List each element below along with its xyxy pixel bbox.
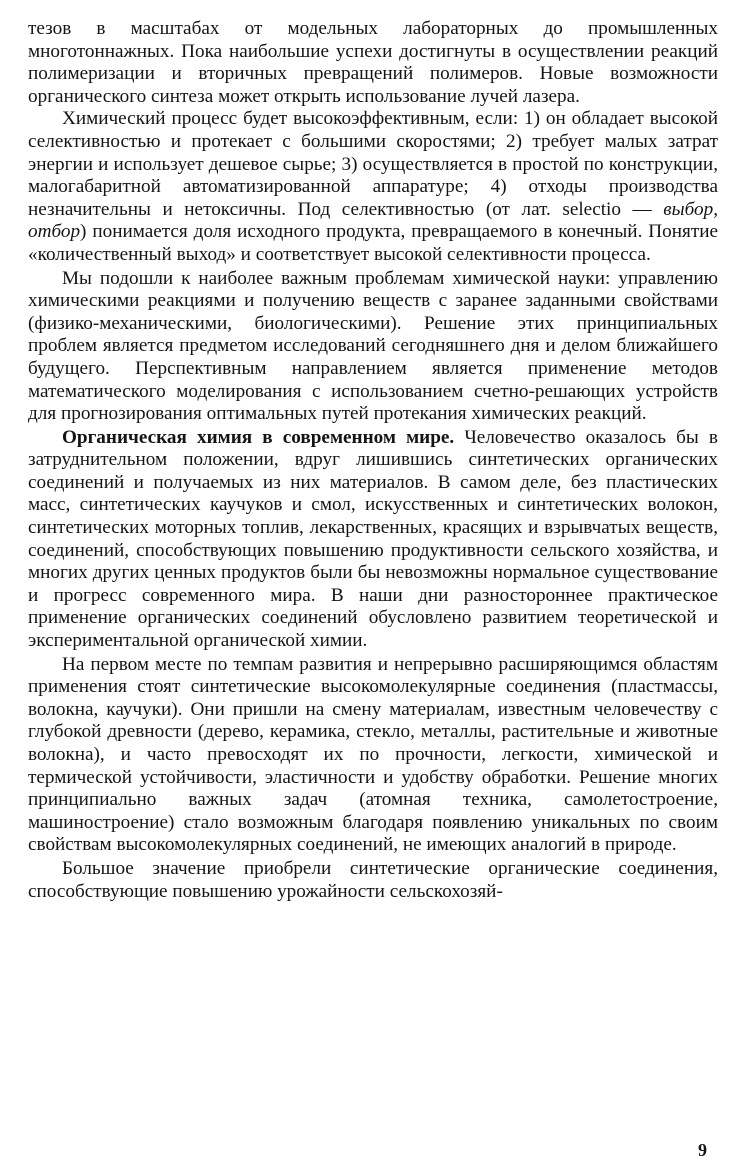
- paragraph-1-text: тезов в масштабах от модельных лабораторных до промышленных многотоннажных. Пока наибольшие успехи достигнуты в осуществлении реакций полимеризации и вторичных превращений полимеров. Новые возможности органического синтеза может открыть использование лучей лазера.: [28, 18, 718, 107]
- paragraph-3-text: Мы подошли к наиболее важным проблемам химической науки: управлению химическими реакциями и получению веществ с заранее заданными свойствами (физико-механическими, биологическими). Решение этих принципиальных проблем является предметом исследований сегодняшнего дня и делом ближайшего будущего. Перспективным направлением является применение методов математического моделирования с использованием счетно-решающих устройств для прогнозирования оптимальных путей протекания химических реакций.: [28, 267, 718, 425]
- paragraph-6-text: Большое значение приобрели синтетические органические соединения, способствующие повышению урожайности сельскохозяй-: [28, 857, 718, 902]
- paragraph-5-text: На первом месте по темпам развития и непрерывно расширяющимся областям применения стоят синтетические высокомолекулярные соединения (пластмассы, волокна, каучуки). Они пришли на смену материалам, известным человечеству с глубокой древности (дерево, керамика, стекло, металлы, растительные и животные волокна), и часто превосходят их по прочности, легкости, химической и термической устойчивости, эластичности и удобству обработки. Решение многих принципиально важных задач (атомная техника, самолетостроение, машиностроение) стало возможным благодаря появлению уникальных по своим свойствам высокомолекулярных соединений, не имеющих аналогий в природе.: [28, 653, 718, 856]
- paragraph-5: [28, 654, 718, 857]
- paragraph-1: [28, 18, 718, 108]
- paragraph-2-italic-term: выбор, отбор: [28, 198, 718, 243]
- paragraph-2-text-after: ) понимается доля исходного продукта, превращаемого в конечный. Понятие «количественный выход» и соответствует высокой селективности процесса.: [28, 221, 718, 265]
- paragraph-3: [28, 268, 718, 426]
- section-heading: Органическая химия в современном мире.: [62, 426, 455, 448]
- paragraph-4: [28, 427, 718, 653]
- page-body: [28, 18, 718, 903]
- paragraph-4-text: Человечество оказалось бы в затруднительном положении, вдруг лишившись синтетических органических соединений и получаемых из них материалов. В самом деле, без пластических масс, синтетических каучуков и смол, искусственных и синтетических волокон, синтетических моторных топлив, лекарственных, красящих и взрывчатых веществ, соединений, способствующих повышению продуктивности сельского хозяйства, и многих других ценных продуктов были бы невозможны нормальное существование и прогресс современного мира. В наши дни разностороннее практическое применение органических соединений обусловлено развитием теоретической и экспериментальной органической химии.: [28, 426, 718, 652]
- paragraph-6: [28, 858, 718, 903]
- paragraph-2: [28, 108, 718, 266]
- page-number: 9: [698, 1140, 707, 1160]
- paragraph-2-text-before: Химический процесс будет высокоэффективным, если: 1) он обладает высокой селективностью и протекает с большими скоростями; 2) требует малых затрат энергии и использует дешевое сырье; 3) осуществляется в простой по конструкции, малогабаритной автоматизированной аппаратуре; 4) отходы производства незначительны и нетоксичны. Под селективностью (от лат. selectio —: [28, 108, 718, 220]
